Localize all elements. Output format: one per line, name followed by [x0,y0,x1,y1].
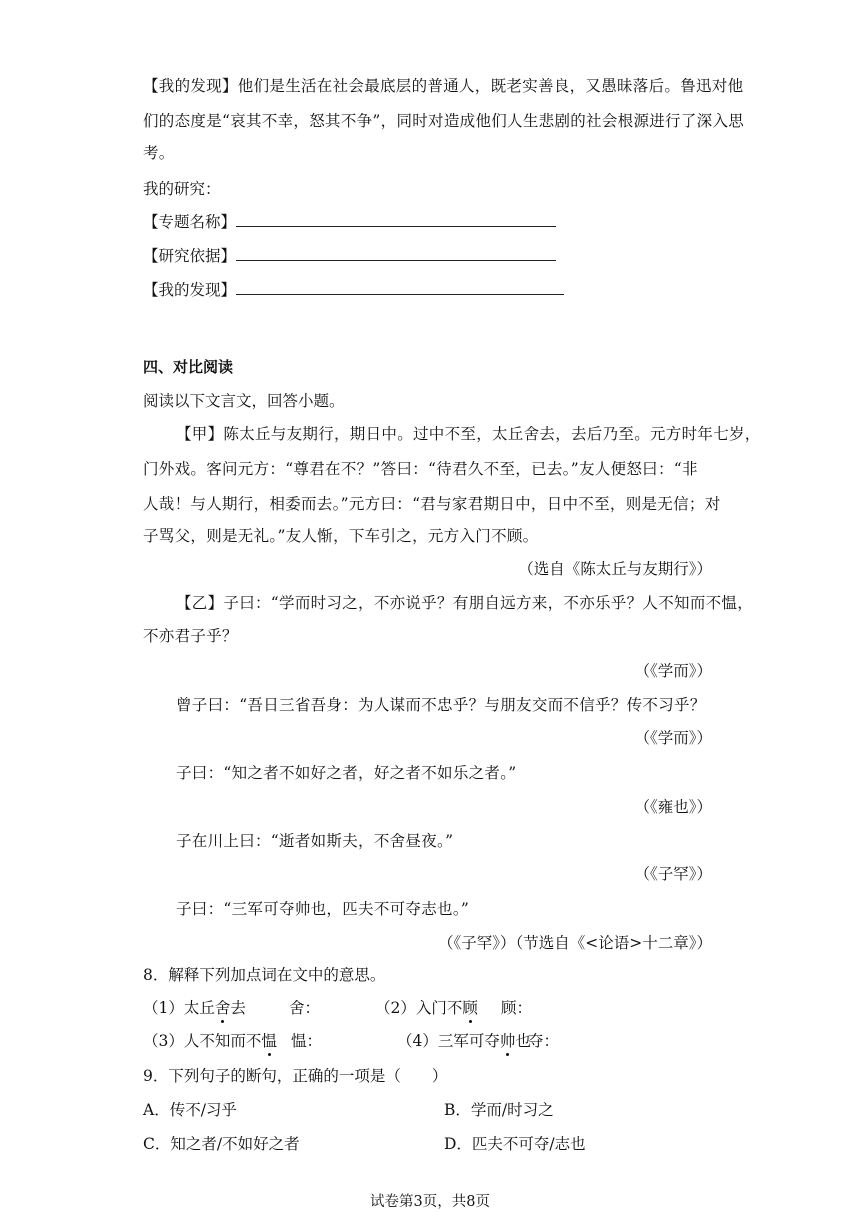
my-research-label: 我的研究： [143,180,221,198]
finding-blank[interactable] [236,280,564,295]
q8-item-3-pre: （3）人不知而不 [143,1032,262,1050]
yi-quote-5: 子曰：“三军可夺帅也，匹夫不可夺志也。” [176,900,470,918]
q8-item-1-post: 去 [230,999,246,1017]
q8-item-1-answer[interactable]: 舍： [289,999,321,1017]
q8-item-2-pre: （2）入门不 [375,999,463,1017]
q9-option-b[interactable]: B．学而/时习之 [444,1101,554,1119]
yi-quote-2: 曾子曰：“吾日三省吾身：为人谋而不忠乎？与朋友交而不信乎？传不习乎？ [176,696,706,714]
q8-item-2 [375,996,478,1018]
q8-item-4-dotted: 帅 [499,1032,516,1050]
q8-item-1-pre: （1）太丘 [143,999,215,1017]
topic-label: 【专题名称】 [143,213,237,231]
section-intro: 阅读以下文言文，回答小题。 [143,392,345,410]
yi-quote-3: 子曰：“知之者不如好之者，好之者不如乐之者。” [176,764,517,782]
yi-quote-4: 子在川上曰：“逝者如斯夫，不舍昼夜。” [176,832,454,850]
yi-source-3: （《雍也》） [634,798,712,816]
topic-blank[interactable] [236,212,556,227]
discovery-line-2: 们的态度是“哀其不幸，怒其不争”，同时对造成他们人生悲剧的社会根源进行了深入思 [143,112,745,130]
q8-item-4-pre: （4）三军可夺 [397,1032,500,1050]
yi-source-2: （《学而》） [634,729,712,747]
q9-prompt: 9．下列句子的断句，正确的一项是（ ） [143,1067,448,1085]
q8-item-1-dotted: 舍 [214,999,231,1017]
q8-item-2-answer[interactable]: 顾： [501,999,533,1017]
q8-item-3-dotted: 愠 [261,1032,277,1050]
yi-line-2: 不亦君子乎？ [143,627,238,645]
page-footer: 试卷第3页，共8页 [370,1194,490,1210]
finding-field [143,278,564,300]
q8-item-4 [397,1029,531,1051]
jia-line-2: 门外戏。客问元方：“尊君在不？”答曰：“待君久不至，已去。”友人便怒曰：“非 [143,460,698,478]
jia-line-3: 人哉！与人期行，相委而去。”元方曰：“君与家君期日中，日中不至，则是无信；对 [143,495,721,513]
yi-source-4: （《子罕》） [634,865,712,883]
jia-source: （选自《陈太丘与友期行》） [518,560,712,578]
jia-line-4: 子骂父，则是无礼。”友人惭，下车引之，元方入门不顾。 [143,527,539,545]
q8-item-3 [143,1029,277,1051]
q8-prompt: 8．解释下列加点词在文中的意思。 [143,966,386,984]
q9-option-c[interactable]: C．知之者/不如好之者 [143,1135,300,1153]
discovery-line-1: 【我的发现】他们是生活在社会最底层的普通人，既老实善良，又愚昧落后。鲁迅对他 [143,77,744,95]
q8-item-3-answer[interactable]: 愠： [291,1032,323,1050]
finding-label: 【我的发现】 [143,281,237,299]
yi-source-5: （《子罕》）（节选自《<论语>十二章》） [438,934,712,952]
q8-item-4-post: 也 [515,1032,531,1050]
basis-blank[interactable] [236,246,556,261]
jia-line-1: 【甲】陈太丘与友期行，期日中。过中不至，太丘舍去，去后乃至。元方时年七岁， [176,425,761,443]
q8-item-4-answer[interactable]: 夺： [528,1032,560,1050]
yi-source-1: （《学而》） [634,662,712,680]
section-heading: 四、对比阅读 [143,358,234,376]
q9-option-d[interactable]: D．匹夫不可夺/志也 [444,1135,586,1153]
q8-item-2-dotted: 顾 [462,999,478,1017]
q8-item-1 [143,996,246,1018]
q9-option-a[interactable]: A．传不/习乎 [143,1101,237,1119]
yi-line-1: 【乙】子曰：“学而时习之，不亦说乎？有朋自远方来，不亦乐乎？人不知而不愠， [176,594,754,612]
basis-label: 【研究依据】 [143,247,237,265]
topic-field [143,210,556,232]
basis-field [143,244,556,266]
discovery-line-3: 考。 [143,144,175,162]
